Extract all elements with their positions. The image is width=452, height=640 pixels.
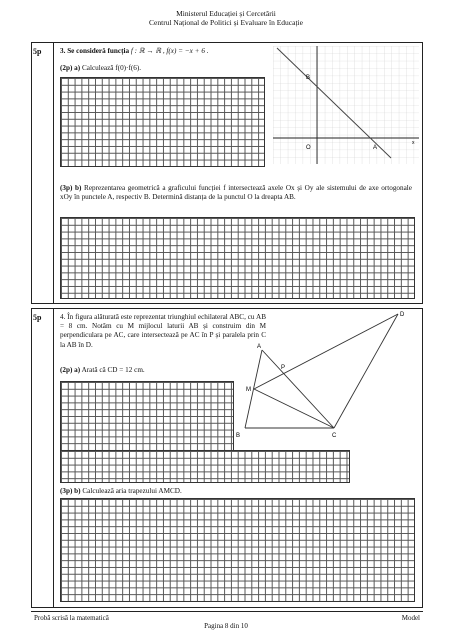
problem-3a-text: (2p) a) Calculează f(0)·f(6). — [60, 64, 142, 72]
graph-label-a: A — [373, 145, 378, 151]
function-graph — [273, 46, 419, 164]
footer-page: Pagina 8 din 10 — [204, 622, 248, 630]
problem-4-divider — [53, 308, 54, 608]
fig-label-d: D — [400, 312, 405, 318]
problem-4-points: 5p — [33, 313, 42, 322]
header-ministry: Ministerul Educației și Cercetării — [176, 9, 276, 18]
segment-md — [254, 314, 398, 389]
graph-grid — [273, 46, 419, 164]
graph-label-o: O — [306, 145, 311, 151]
problem-4b-text: (3p) b) Calculează aria trapezului AMCD. — [60, 487, 182, 495]
problem-3b-text: (3p) b) Reprezentarea geometrică a graficului funcției f intersectează axele Ox și Oy ale sistemului de axe ortogonale xOy în punctele A, respectiv B. Determină distanța de la punctul O la dreapta AB. — [60, 184, 412, 202]
graph-label-x: x — [412, 140, 415, 146]
fig-label-c: C — [332, 433, 337, 439]
fig-label-m: M — [246, 387, 251, 393]
fig-label-b: B — [236, 433, 241, 439]
graph-label-b: B — [306, 75, 311, 81]
segment-mc — [254, 389, 334, 428]
header-center: Centrul Național de Politici și Evaluare în Educație — [149, 18, 303, 27]
footer-rule — [31, 611, 423, 612]
answer-grid-4a-top[interactable] — [60, 381, 234, 451]
segment-ac — [262, 350, 334, 428]
problem-4-statement: 4. În figura alăturată este reprezentat triunghiul echilateral ABC, cu AB = 8 cm. Notăm cu M mijlocul laturii AB și construim din M perpendiculara pe AC, care intersectează pe AC în P și paralela prin C la AB în D. — [60, 313, 266, 349]
answer-grid-3a[interactable] — [60, 77, 265, 167]
triangle-figure — [228, 310, 412, 442]
answer-grid-4a-bottom[interactable] — [60, 450, 350, 483]
fig-label-a: A — [257, 344, 262, 350]
footer-right: Model — [401, 614, 420, 622]
problem-3-divider — [53, 42, 54, 304]
fig-label-p: P — [281, 365, 286, 371]
problem-4a-text: (2p) a) Arată că CD = 12 cm. — [60, 366, 145, 374]
answer-grid-3b[interactable] — [60, 217, 415, 299]
answer-grid-4b[interactable] — [60, 498, 415, 602]
footer-left: Probă scrisă la matematică — [34, 614, 109, 622]
problem-3-points: 5p — [33, 47, 42, 56]
problem-3-statement: 3. Se consideră funcția f : ℝ → ℝ , f(x) = −x + 6 . — [60, 47, 209, 55]
